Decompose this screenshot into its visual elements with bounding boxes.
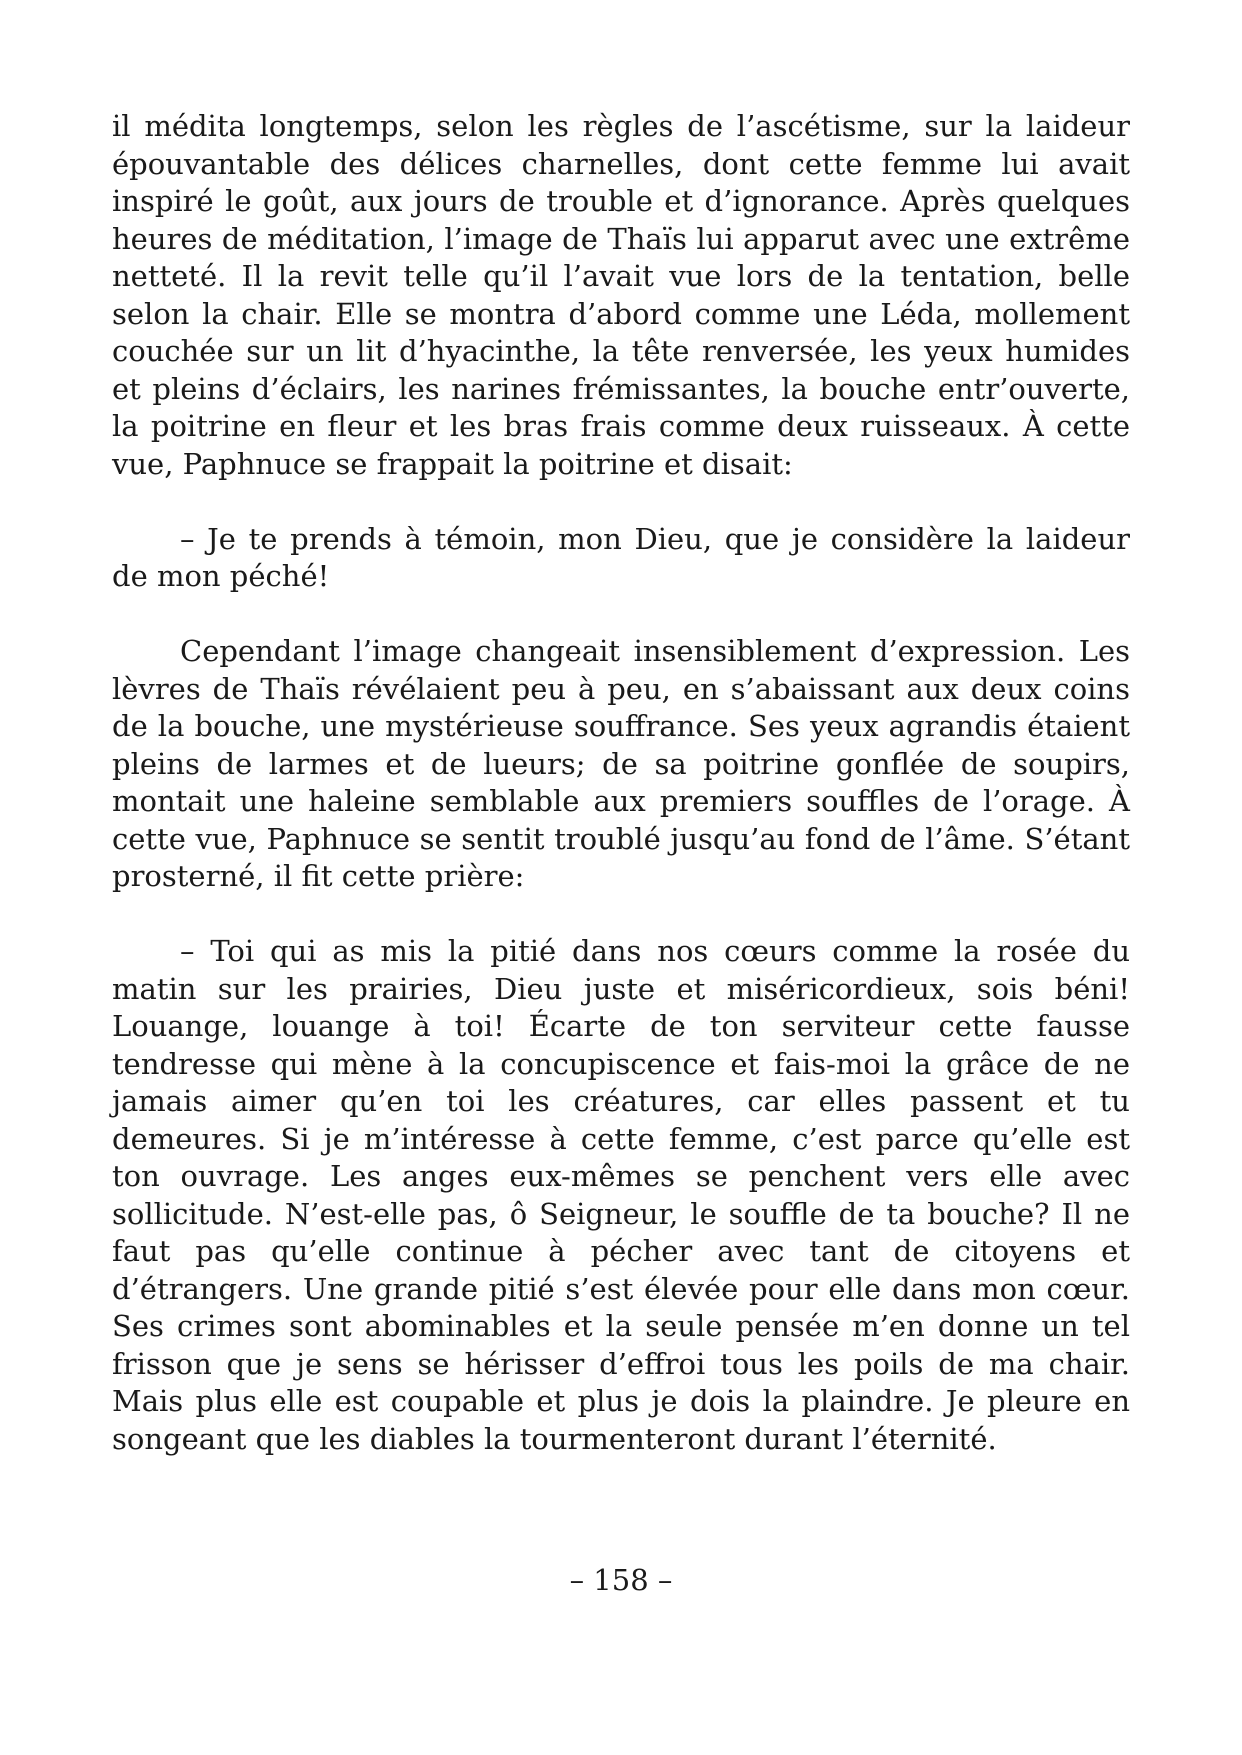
paragraph-dialogue-1: – Je te prends à témoin, mon Dieu, que je considère la laideur de mon péché! (112, 521, 1130, 593)
page-number: – 158 – (569, 1563, 673, 1597)
paragraph-narration: Cependant l’image changeait insensiblement d’expression. Les lèvres de Thaïs révélaient peu à peu, en s’abaissant aux deux coins de la bouche, une mystérieuse souffrance. Ses yeux agrandis étaient pleins de larmes et de lueurs; de sa poitrine gonflée de soupirs, montait une haleine semblable aux premiers souffles de l’orage. À cette vue, Paphnuce se sentit troublé jusqu’au fond de l’âme. S’étant prosterné, il fit cette prière: (112, 634, 1130, 893)
paragraph-continuation: il médita longtemps, selon les règles de l’ascétisme, sur la laideur épouvantable des délices charnelles, dont cette femme lui avait inspiré le goût, aux jours de trouble et d’ignorance. Après quelques heures de méditation, l’image de Thaïs lui apparut avec une extrême netteté. Il la revit telle qu’il l’avait vue lors de la tentation, belle selon la chair. Elle se montra d’abord comme une Léda, mollement couchée sur un lit d’hyacinthe, la tête renversée, les yeux humides et pleins d’éclairs, les narines frémissantes, la bouche entr’ouverte, la poitrine en fleur et les bras frais comme deux ruisseaux. À cette vue, Paphnuce se frappait la poitrine et disait: (112, 109, 1130, 481)
paragraph-prayer: – Toi qui as mis la pitié dans nos cœurs comme la rosée du matin sur les prairies, Dieu juste et miséricordieux, sois béni! Louange, louange à toi! Écarte de ton serviteur cette fausse tendresse qui mène à la concupiscence et fais-moi la grâce de ne jamais aimer qu’en toi les créatures, car elles passent et tu demeures. Si je m’intéresse à cette femme, c’est parce qu’elle est ton ouvrage. Les anges eux-mêmes se penchent vers elle avec sollicitude. N’est-elle pas, ô Seigneur, le souffle de ta bouche? Il ne faut pas qu’elle continue à pécher avec tant de citoyens et d’étrangers. Une grande pitié s’est élevée pour elle dans mon cœur. Ses crimes sont abominables et la seule pensée m’en donne un tel frisson que je sens se hérisser d’effroi tous les poils de ma chair. Mais plus elle est coupable et plus je dois la plaindre. Je pleure en songeant que les diables la tourmenteront durant l’éternité. (112, 934, 1130, 1456)
body-text (112, 108, 1130, 1458)
